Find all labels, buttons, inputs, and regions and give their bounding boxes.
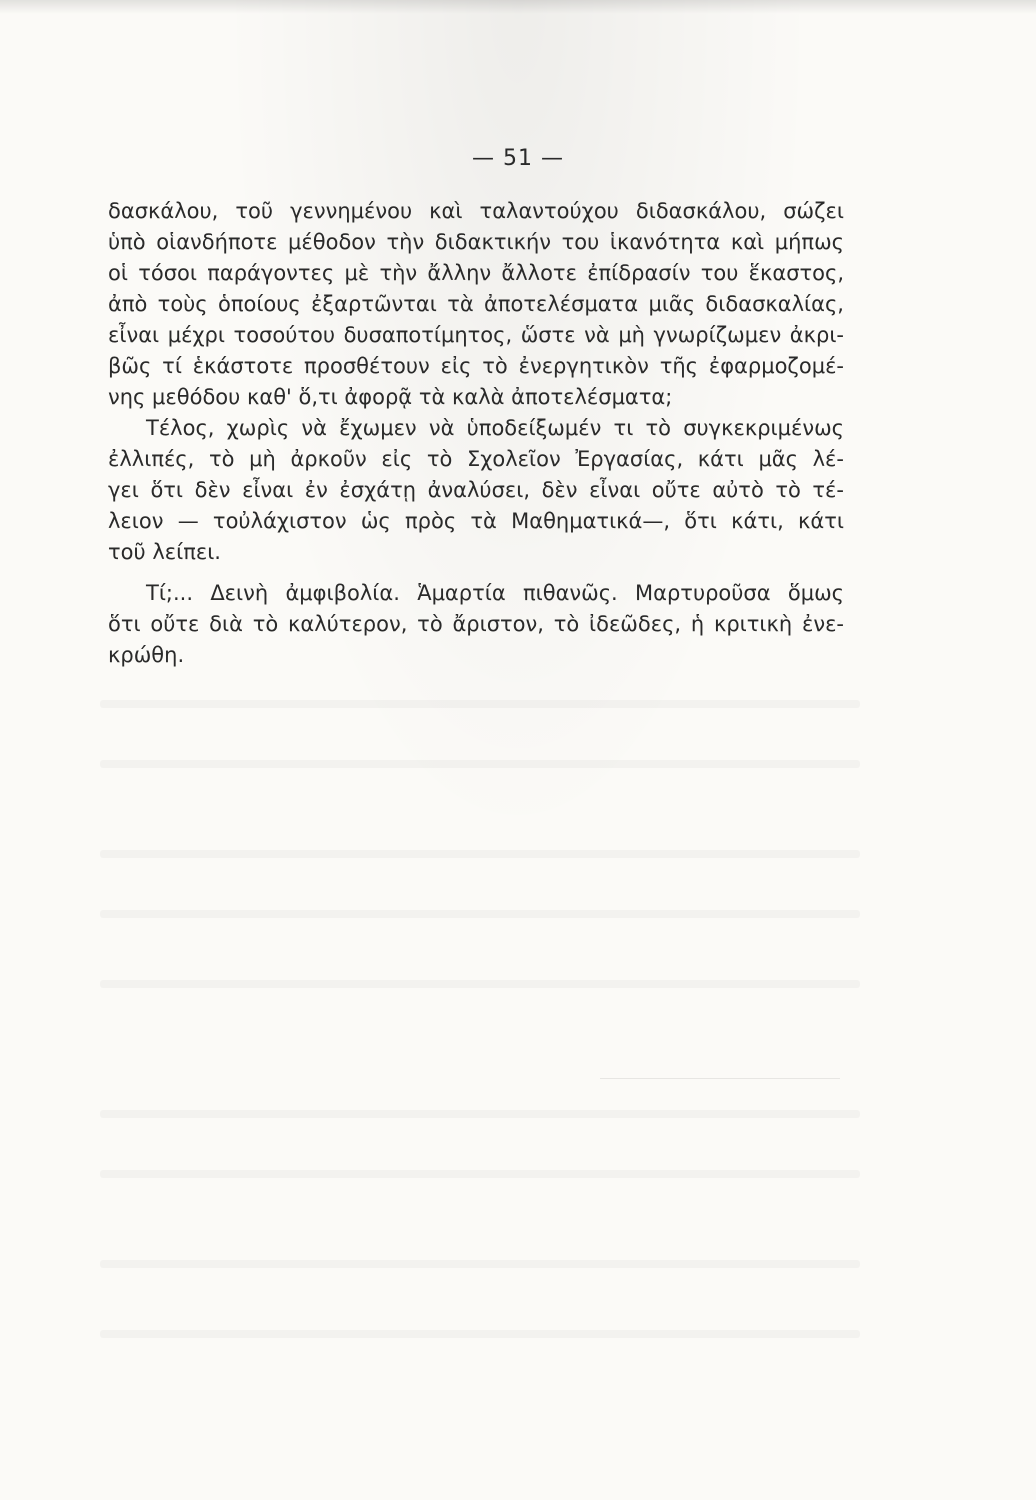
show-through-line xyxy=(100,760,860,768)
text-line: γει ὅτι δὲν εἶναι ἐν ἐσχάτῃ ἀναλύσει, δὲν εἶναι οὔτε αὐτὸ τὸ τέ- xyxy=(108,478,844,502)
text-line: ἀπὸ τοὺς ὁποίους ἐξαρτῶνται τὰ ἀποτελέσματα μιᾶς διδασκαλίας, xyxy=(108,292,844,316)
body-text xyxy=(108,196,844,671)
show-through-line xyxy=(100,910,860,918)
text-line: Τέλος, χωρὶς νὰ ἔχωμεν νὰ ὑποδείξωμέν τι τὸ συγκεκριμένως xyxy=(146,416,844,440)
text-line: δασκάλου, τοῦ γεννημένου καὶ ταλαντούχου διδασκάλου, σώζει xyxy=(108,199,844,223)
text-line: ὑπὸ οἱανδήποτε μέθοδον τὴν διδακτικήν του ἱκανότητα καὶ μήπως xyxy=(108,230,844,254)
show-through-line xyxy=(100,1170,860,1178)
show-through-line xyxy=(100,1330,860,1338)
text-line: βῶς τί ἑκάστοτε προσθέτουν εἰς τὸ ἐνεργητικὸν τῆς ἐφαρμοζομέ- xyxy=(108,354,844,378)
text-line: ὅτι οὔτε διὰ τὸ καλύτερον, τὸ ἄριστον, τὸ ἰδεῶδες, ἡ κριτικὴ ἐνε- xyxy=(108,612,844,636)
page-top-shadow xyxy=(0,0,1036,14)
page-number: — 51 — xyxy=(472,146,564,171)
text-line: τοῦ λείπει. xyxy=(108,540,221,564)
text-line: λειον — τοὐλάχιστον ὡς πρὸς τὰ Μαθηματικά—, ὅτι κάτι, κάτι xyxy=(108,509,844,533)
text-line: ἐλλιπές, τὸ μὴ ἀρκοῦν εἰς τὸ Σχολεῖον Ἐργασίας, κάτι μᾶς λέ- xyxy=(108,447,844,471)
text-line: κρώθη. xyxy=(108,643,185,667)
show-through-line xyxy=(100,850,860,858)
text-line: Τί;... Δεινὴ ἀμφιβολία. Ἁμαρτία πιθανῶς. Μαρτυροῦσα ὅμως xyxy=(146,581,844,605)
show-through-line xyxy=(100,1110,860,1118)
show-through-line xyxy=(100,980,860,988)
text-line: οἱ τόσοι παράγοντες μὲ τὴν ἄλλην ἄλλοτε ἐπίδρασίν του ἕκαστος, xyxy=(108,261,844,285)
paragraph-gap xyxy=(108,568,844,578)
show-through-line xyxy=(100,700,860,708)
text-line: εἶναι μέχρι τοσούτου δυσαποτίμητος, ὥστε νὰ μὴ γνωρίζωμεν ἀκρι- xyxy=(108,323,844,347)
text-line: νης μεθόδου καθ' ὅ,τι ἀφορᾷ τὰ καλὰ ἀποτελέσματα; xyxy=(108,385,673,409)
show-through-rule xyxy=(600,1078,840,1079)
show-through-line xyxy=(100,1260,860,1268)
